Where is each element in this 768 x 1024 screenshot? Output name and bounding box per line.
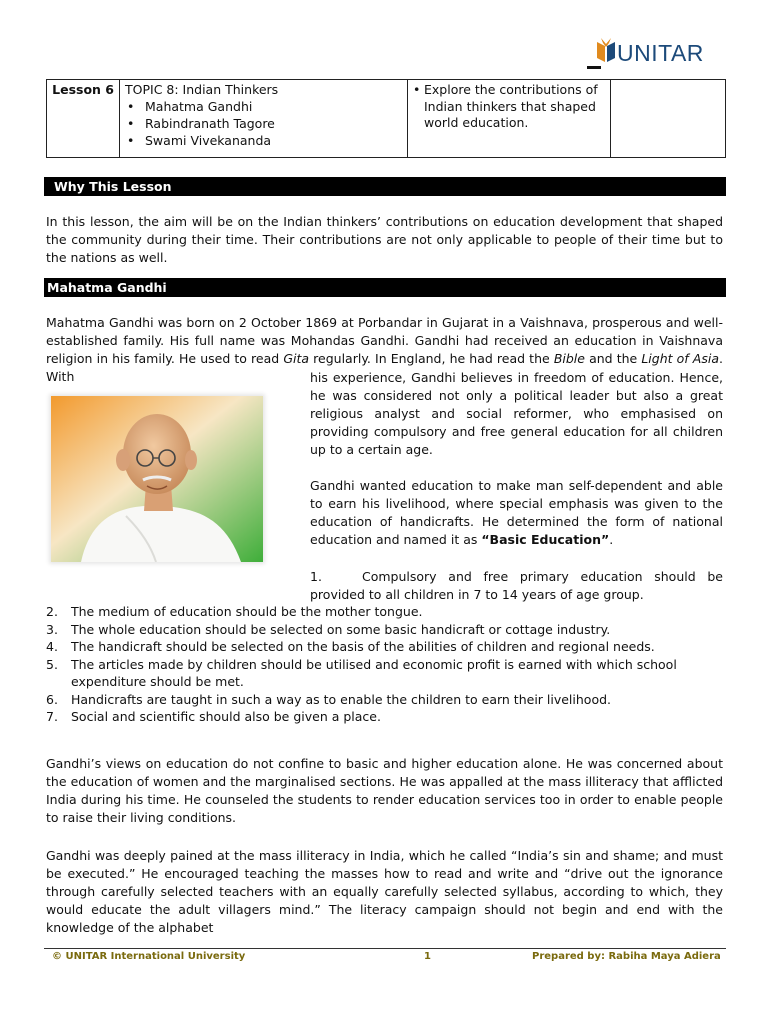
gandhi-portrait [51, 396, 263, 562]
list-item: 3. The whole education should be selected on some basic handicraft or cottage industry. [46, 621, 611, 637]
list-item: 5. The articles made by children should be utilised and economic profit is earned with which school expenditure should be met. [46, 656, 677, 689]
list-item: 2. The medium of education should be the mother tongue. [46, 604, 423, 619]
thinker-list [125, 98, 402, 149]
list-item: 6. Handicrafts are taught in such a way as to enable the children to earn their livelihood. [46, 691, 612, 707]
list-item: • Rabindranath Tagore [125, 115, 402, 132]
empty-cell [611, 80, 726, 158]
list-item: 4. The handicraft should be selected on the basis of the abilities of children and regional needs. [46, 639, 655, 654]
gandhi-portrait-illustration [51, 396, 263, 562]
book-icon [595, 38, 617, 64]
unitar-logo [585, 36, 725, 72]
gandhi-bio-continued: his experience, Gandhi believes in freedom of education. Hence, he was considered not only a political leader but also a great religious analyst and social reformer, who emphasised on providing compulsory and free general education for all children up to a certain age. [310, 370, 723, 457]
education-principles-list [46, 603, 723, 726]
lesson-table [46, 79, 726, 158]
topic-cell [120, 80, 408, 158]
basic-education-paragraph: Gandhi wanted education to make man self-dependent and able to earn his livelihood, where special emphasis was given to the education of handicrafts. He determined the form of national education and named it as “Basic Education”. [310, 478, 723, 547]
lesson-cell: Lesson 6 [47, 80, 120, 158]
list-item: • Swami Vivekananda [125, 132, 402, 149]
logo-underscore [587, 66, 601, 69]
gandhi-bio-paragraph: Mahatma Gandhi was born on 2 October 1869 at Porbandar in Gujarat in a Vaishnava, prosperous and well-established family. His full name was Mohandas Gandhi. Gandhi had received an education in Vaishnava religion in his family. He used to read Gita regularly. In England, he had read the Bible and the Light of Asia. With [46, 315, 723, 384]
logo-text: UNITAR [617, 40, 704, 66]
page-number: 1 [424, 951, 431, 962]
list-item: • Mahatma Gandhi [125, 98, 402, 115]
gandhi-views-paragraph: Gandhi’s views on education do not confine to basic and higher education alone. He was concerned about the education of women and the marginalised sections. He was appalled at the mass illiteracy that afflicted India during his time. He counseled the students to render education services too in order to enable people to raise their living conditions. [46, 756, 723, 825]
topic-title: TOPIC 8: Indian Thinkers [125, 82, 279, 97]
footer-copyright: © UNITAR International University [52, 951, 246, 962]
footer-divider [44, 948, 726, 949]
footer-author: Prepared by: Rabiha Maya Adiera [532, 951, 721, 962]
list-item: 7. Social and scientific should also be given a place. [46, 709, 381, 724]
objective-text: • Explore the contributions of Indian thinkers that shaped world education. [413, 82, 605, 132]
why-paragraph: In this lesson, the aim will be on the Indian thinkers’ contributions on education development that shaped the community during their time. Their contributions are not only applicable to people of their time but to the nations as well. [46, 214, 723, 265]
objective-cell [408, 80, 611, 158]
section-heading-why: Why This Lesson [44, 177, 726, 196]
section-heading-gandhi: Mahatma Gandhi [44, 278, 726, 297]
list-item-1: 1. Compulsory and free primary education should be provided to all children in 7 to 14 years of age group. [310, 569, 723, 602]
gandhi-illiteracy-paragraph: Gandhi was deeply pained at the mass illiteracy in India, which he called “India’s sin and shame; and must be executed.” He encouraged teaching the masses how to read and write and “drive out the ignorance through carefully selected teachers with an equally carefully selected syllabus, according to which, they would educate the adult villagers mind.” The literacy campaign should not begin and end with the knowledge of the alphabet [46, 848, 723, 935]
